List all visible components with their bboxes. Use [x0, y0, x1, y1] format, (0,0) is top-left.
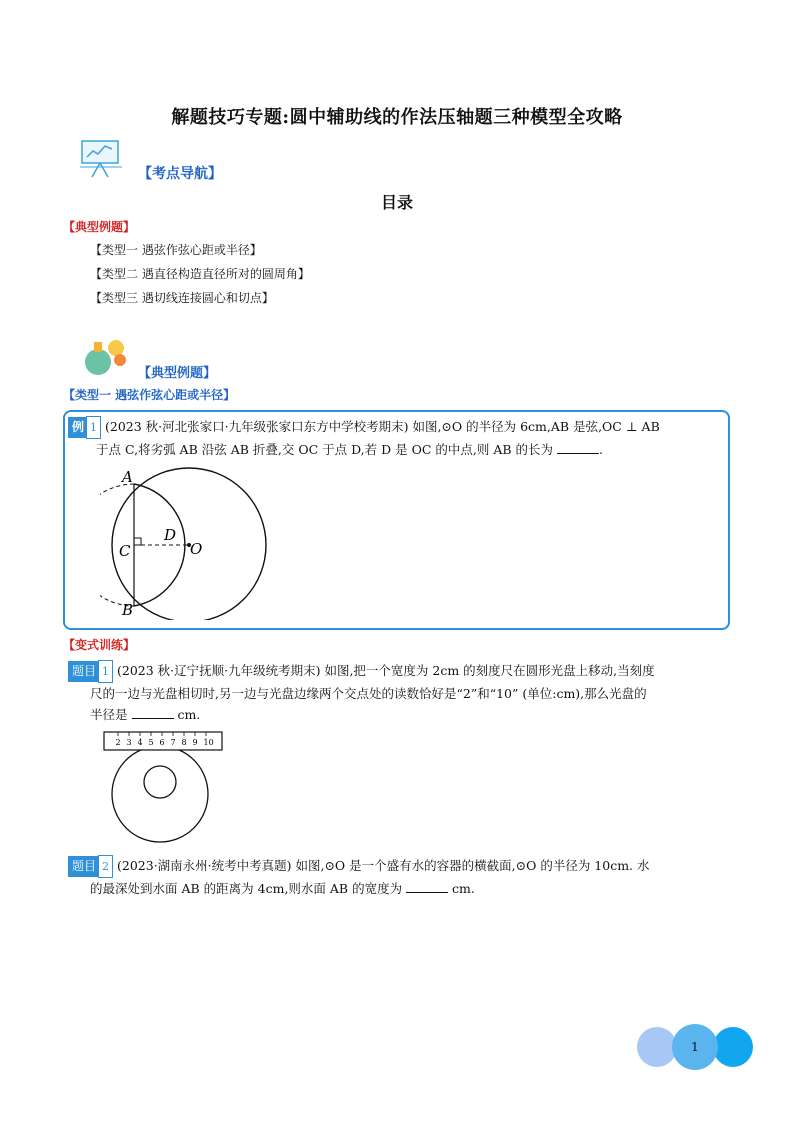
- ruler-tick-label: 5: [148, 738, 154, 747]
- label-B: B: [122, 601, 134, 619]
- presentation-board-icon: [78, 137, 124, 179]
- ruler-tick-label: 3: [126, 738, 132, 747]
- ruler-disc-figure: [100, 728, 230, 844]
- question-2-line1: (2023·湖南永州·统考中考真题) 如图,⊙O 是一个盛有水的容器的横截面,⊙O 的半径为 10cm. 水: [117, 858, 650, 873]
- example-1-period: .: [599, 442, 603, 457]
- question-1-text: [68, 660, 728, 725]
- label-C: C: [119, 542, 131, 560]
- question-2-line2: 的最深处到水面 AB 的距离为 4cm,则水面 AB 的宽度为: [90, 881, 403, 896]
- label-O: O: [190, 540, 203, 558]
- page-dot-right: [713, 1027, 753, 1067]
- question-2-unit: cm.: [452, 881, 475, 896]
- question-1-number: 1: [98, 660, 113, 683]
- question-2-text: [68, 855, 728, 899]
- toc-section-label: 【典型例题】: [63, 220, 136, 234]
- ruler-tick-label: 2: [115, 738, 121, 747]
- page-title: 解题技巧专题:圆中辅助线的作法压轴题三种模型全攻略: [171, 107, 623, 128]
- flask-icon: [80, 336, 130, 378]
- example-1-line1: (2023 秋·河北张家口·九年级张家口东方中学校考期末) 如图,⊙O 的半径为 6cm,AB 是弦,OC ⊥ AB: [105, 419, 660, 434]
- ruler-tick-label: 10: [203, 738, 214, 747]
- toc-item-type2[interactable]: 【类型二 遇直径构造直径所对的圆周角】: [90, 267, 310, 281]
- example-badge-number: 1: [86, 416, 101, 439]
- question-2-badge: 题目: [68, 856, 100, 877]
- question-1-unit: cm.: [177, 707, 201, 722]
- nav-heading: 【考点导航】: [138, 166, 222, 182]
- example-1-text: [68, 416, 728, 460]
- question-2-blank[interactable]: [406, 880, 448, 893]
- toc-item-type3[interactable]: 【类型三 遇切线连接圆心和切点】: [90, 291, 274, 305]
- question-1-line1: (2023 秋·辽宁抚顺·九年级统考期末) 如图,把一个宽度为 2cm 的刻度尺在圆形光盘上移动,当刻度: [117, 663, 655, 678]
- ruler-tick-label: 9: [192, 738, 198, 747]
- example-badge: 例: [68, 417, 88, 438]
- question-1-badge: 题目: [68, 661, 100, 682]
- label-D: D: [164, 526, 177, 544]
- question-1-line3: 半径是: [90, 707, 128, 722]
- answer-blank[interactable]: [557, 441, 599, 454]
- toc-item-type1[interactable]: 【类型一 遇弦作弦心距或半径】: [90, 243, 262, 257]
- variant-heading: 【变式训练】: [63, 638, 136, 652]
- toc-title: 目录: [380, 193, 413, 212]
- page-dot-left: [637, 1027, 677, 1067]
- ruler-tick-label: 4: [137, 738, 143, 747]
- type1-heading: 【类型一 遇弦作弦心距或半径】: [63, 388, 236, 402]
- page-number: 1: [691, 1040, 699, 1054]
- ruler-tick-label: 7: [170, 738, 176, 747]
- ruler-tick-label: 6: [159, 738, 165, 747]
- label-A: A: [122, 468, 133, 486]
- ruler-tick-label: 8: [181, 738, 187, 747]
- section-heading: 【典型例题】: [138, 366, 217, 381]
- example-1-line2: 于点 C,将劣弧 AB 沿弦 AB 折叠,交 OC 于点 D,若 D 是 OC 的中点,则 AB 的长为: [96, 442, 554, 457]
- question-1-line2: 尺的一边与光盘相切时,另一边与光盘边缘两个交点处的读数恰好是“2”和“10” (单位:cm),那么光盘的: [90, 686, 647, 701]
- question-1-blank[interactable]: [132, 706, 174, 719]
- question-2-number: 2: [98, 855, 113, 878]
- circle-fold-figure: [100, 462, 280, 620]
